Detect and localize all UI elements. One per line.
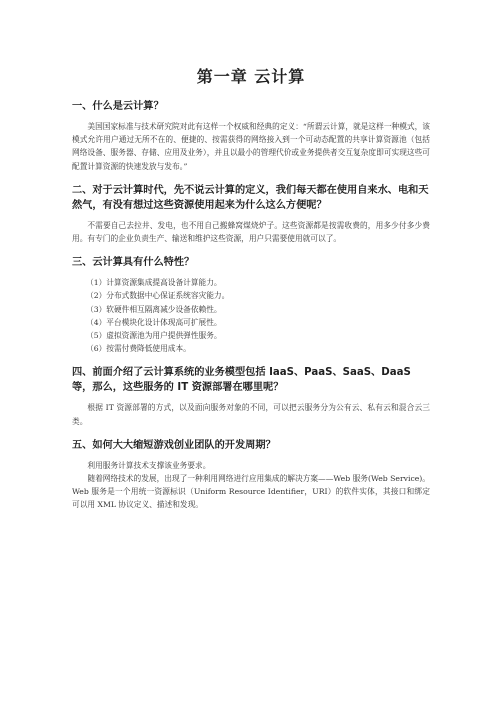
list-item: （4）平台模块化设计体现高可扩展性。	[86, 317, 222, 327]
section-heading: 三、云计算具有什么特性？	[72, 257, 195, 269]
list-item: （3）软硬件相互隔离减少设备依赖性。	[86, 304, 222, 314]
feature-list	[72, 276, 430, 355]
section-1	[72, 99, 430, 173]
section-4	[72, 365, 430, 427]
section-heading: 二、对于云计算时代，先不说云计算的定义，我们每天都在使用自来水、电和天然气，有没有想过这些资源使用起来为什么这么方便呢？	[72, 184, 429, 211]
section-paragraph: 不需要自己去拉井、发电，也不用自己搬蜂窝煤烧炉子。这些资源都是按需收费的，用多少付多少费用。有专门的企业负责生产、输送和维护这些资源，用户只需要使用就可以了。	[72, 220, 430, 244]
list-item: （2）分布式数据中心保证系统容灾能力。	[86, 291, 230, 301]
page-title: 第一章 云计算	[196, 67, 306, 86]
list-item: （5）虚拟资源池为用户提供弹性服务。	[86, 331, 222, 341]
section-3	[72, 255, 430, 355]
list-item: （6）按需付费降低使用成本。	[86, 344, 191, 354]
section-2	[72, 183, 430, 245]
section-heading: 五、如何大大缩短游戏创业团队的开发周期？	[72, 439, 276, 451]
section-paragraph-group	[72, 459, 430, 512]
section-5	[72, 438, 430, 512]
section-heading: 四、前面介绍了云计算系统的业务模型包括 IaaS、PaaS、SaaS、DaaS 等，那么，这些服务的 IT 资源部署在哪里呢？	[72, 367, 411, 394]
section-paragraph: 随着网络技术的发展，出现了一种利用网络进行应用集成的解决方案——Web 服务(Web Service)。Web 服务是一个用统一资源标识（Uniform Resource Identifier，URI）的软件实体，其接口和绑定可以用 XML 协议定义、描述和发现。	[72, 474, 430, 510]
section-paragraph: 根据 IT 资源部署的方式，以及面向服务对象的不同，可以把云服务分为公有云、私有云和混合云三类。	[72, 403, 430, 426]
section-heading: 一、什么是云计算？	[72, 101, 164, 112]
list-item: （1）计算资源集成提高设备计算能力。	[86, 278, 222, 288]
section-paragraph: 美国国家标准与技术研究院对此有这样一个权威和经典的定义：“所谓云计算，就是这样一种模式，该模式允许用户通过无所不在的、便捷的、按需获得的网络接入到一个可动态配置的共享计算资源池（包括网络设备、服务器、存储、应用及业务），并且以最小的管理代价或业务提供者交互复杂度即可实现这些可配置计算资源的快速发放与发布。”	[72, 122, 430, 171]
section-paragraph: 利用服务计算技术支撑该业务要求。	[87, 460, 211, 470]
